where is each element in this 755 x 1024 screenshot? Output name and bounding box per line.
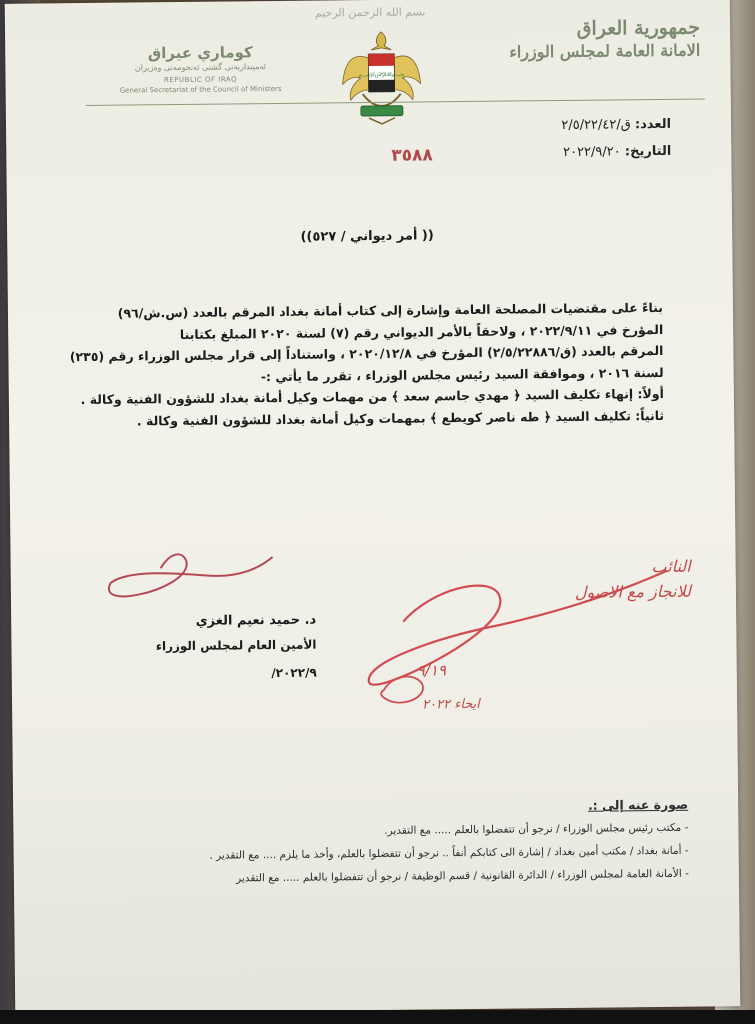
body-line: لسنة ٢٠١٦ ، وموافقة السيد رئيس مجلس الوزراء ، تقرر ما يأتي :-: [260, 364, 664, 384]
body-line: المرقم بالعدد (ق/٢/٥/٢٢٨٨٦) المؤرخ في ٢٠٢٠/١٢/٨ ، واستناداً إلى قرار مجلس الوزراء رقم (٢٣٥): [69, 342, 664, 365]
signatory-name: د. حميد نعيم الغزي: [195, 612, 317, 629]
copy-to-item: - أمانة بغداد / مكتب أمين بغداد / إشارة الى كتابكم أنفاً .. نرجو أن تتفضلوا بالعلم، وأخذ ما يلزم .... مع التقدير .: [209, 844, 689, 862]
handwritten-line1: النائب: [651, 556, 691, 577]
handwritten-date: ٩/١٩: [416, 661, 447, 680]
body-item-second: ثانياً: تكليف السيد ﴿ طه ناصر كويطع ﴾ بمهمات وكيل أمانة بغداد للشؤون الفنية وكالة .: [136, 407, 665, 428]
svg-text:﷽: ﷽: [358, 70, 405, 79]
body-item-first: أولاً: إنهاء تكليف السيد ﴿ مهدي جاسم سعد ﴾ من مهمات وكيل أمانة بغداد للشؤون الفنية وكالة .: [80, 385, 664, 408]
signatory-date: ٢٠٢٢/٩/: [271, 665, 317, 681]
handwritten-line3: ايحاء ٢٠٢٢: [422, 696, 480, 713]
signatory-block: [116, 613, 317, 682]
english-secretariat-name: General Secretariat of the Council of Ministers: [119, 84, 282, 95]
copy-to-item: - الأمانة العامة لمجلس الوزراء / الدائرة القانونية / قسم الوظيفة / نرجو أن تتفضلوا بالعلم ..... مع التقدير: [235, 867, 689, 885]
kurdish-country-name: كوماري عيراق: [147, 43, 253, 63]
signatory-title: الأمين العام لمجلس الوزراء: [155, 637, 317, 654]
order-title: (( أمر ديواني / ٥٢٧)): [300, 228, 434, 245]
country-name: جمهورية العراق: [576, 16, 701, 40]
secretariat-name: الامانة العامة لمجلس الوزراء: [509, 40, 701, 62]
handwritten-line2: للانجاز مع الاصول: [574, 581, 692, 602]
english-country-name: REPUBLIC OF IRAQ: [163, 75, 238, 85]
document-page: [5, 0, 741, 1014]
black-signature: [109, 553, 273, 596]
kurdish-secretariat-name: ئەمینداریەتی گشتی ئەنجومەنی وەزیران: [134, 62, 267, 73]
body-line: بناءً على مقتضيات المصلحة العامة وإشارة إلى كتاب أمانة بغداد المرقم بالعدد (س.ش/٩٦): [117, 299, 664, 321]
number-value: ق/٢/٥/٢٢/٤٢: [561, 117, 631, 134]
handwritten-note: [511, 557, 691, 603]
stamp-number: ٣٥٨٨: [391, 145, 433, 166]
red-signature-loop: [381, 676, 423, 702]
copy-to-heading: صورة عنه إلى :.: [587, 796, 689, 813]
date-value: ٢٠٢٢/٩/٢٠: [562, 144, 621, 160]
date-label: التاريخ:: [624, 143, 672, 160]
copy-to-section: [73, 797, 689, 897]
bottom-edge: [0, 1010, 755, 1024]
number-label: العدد:: [634, 116, 672, 133]
body-line: المؤرخ في ٢٠٢٢/٩/١١ ، ولاحقاً بالأمر الديواني رقم (٧) لسنة ٢٠٢٠ المبلغ بكتابنا: [179, 321, 664, 342]
top-faint-text: بسم الله الرحمن الرحيم: [314, 5, 426, 20]
copy-to-item: - مكتب رئيس مجلس الوزراء / نرجو أن تتفضلوا بالعلم ..... مع التقدير.: [384, 821, 689, 837]
